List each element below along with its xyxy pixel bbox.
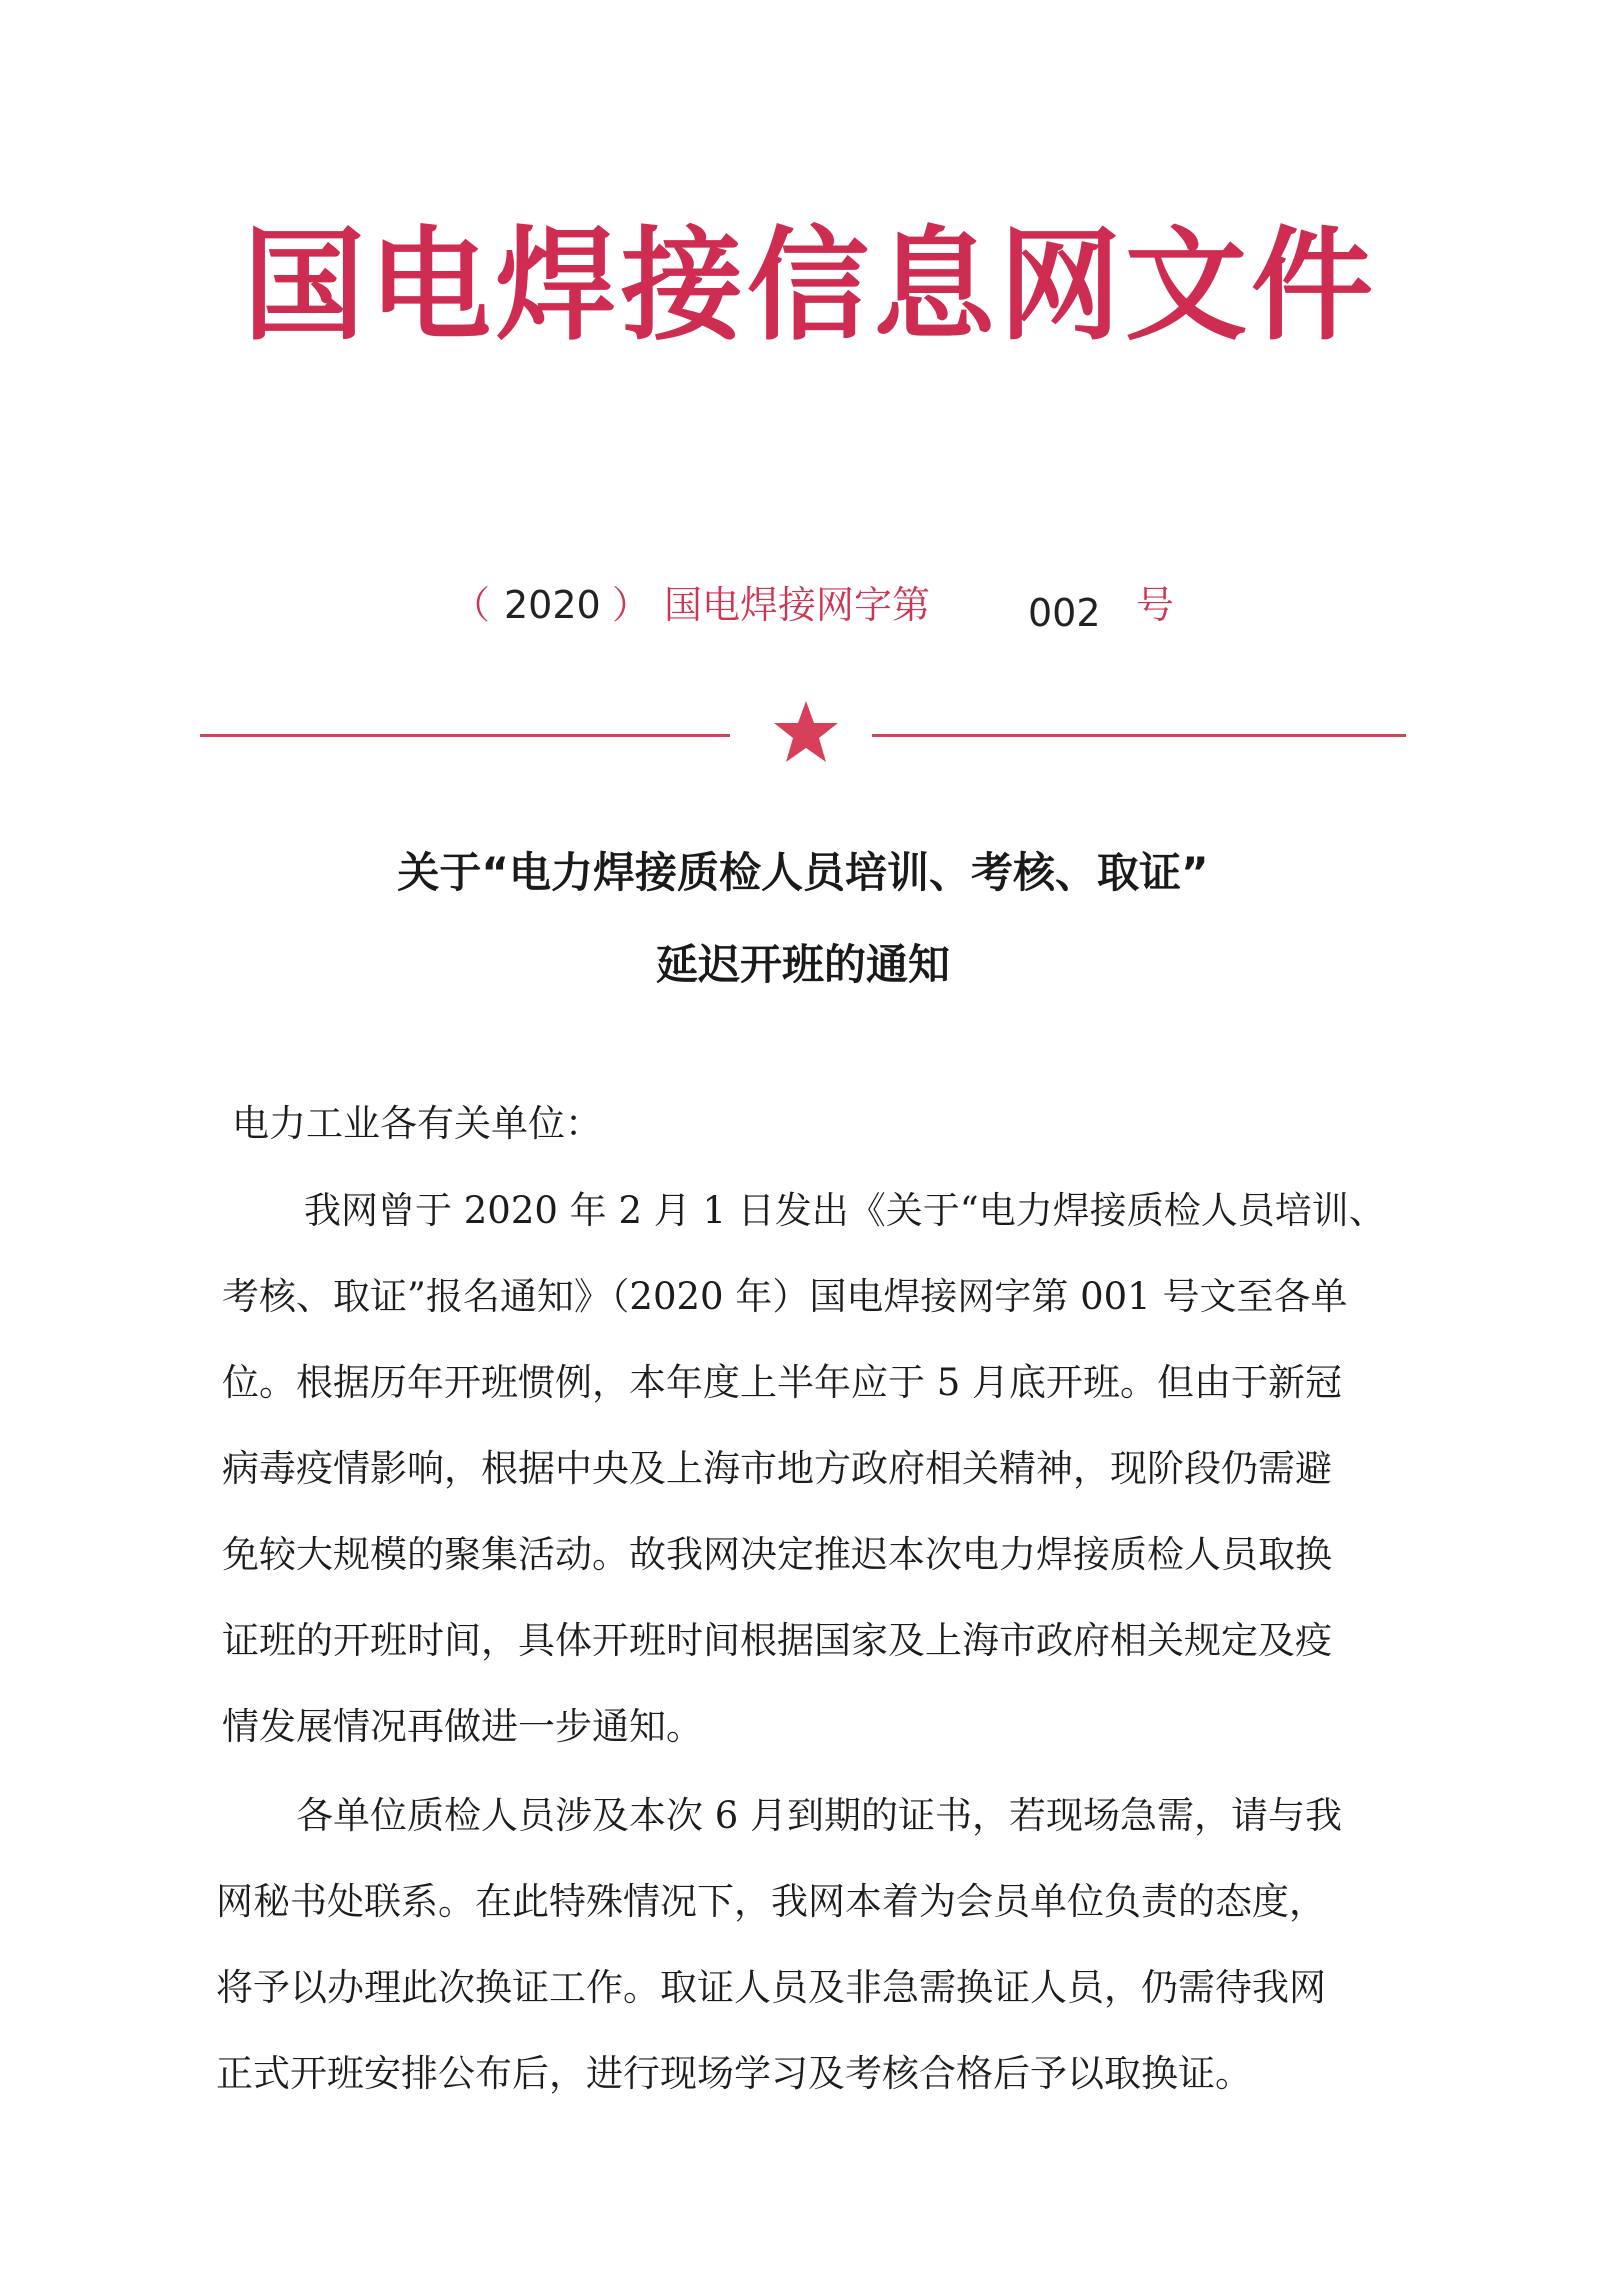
body-line: 我网曾于 2020 年 2 月 1 日发出《关于“电力焊接质检人员培训、 <box>304 1189 1386 1232</box>
document-number <box>0 575 1606 635</box>
body-line: 病毒疫情影响，根据中央及上海市地方政府相关精神，现阶段仍需避 <box>222 1447 1332 1490</box>
body-line: 位。根据历年开班惯例，本年度上半年应于 5 月底开班。但由于新冠 <box>222 1361 1343 1404</box>
salutation: 电力工业各有关单位： <box>232 1102 602 1145</box>
notice-title-line-1: 关于“电力焊接质检人员培训、考核、取证” <box>397 848 1209 897</box>
body-line: 证班的开班时间，具体开班时间根据国家及上海市政府相关规定及疫 <box>222 1619 1332 1662</box>
doc-number-paren-open: （ <box>452 583 491 627</box>
body-line: 正式开班安排公布后，进行现场学习及考核合格后予以取换证。 <box>216 2052 1252 2095</box>
doc-number-paren-close: ） <box>612 583 651 627</box>
divider-right <box>872 734 1406 737</box>
body-line: 各单位质检人员涉及本次 6 月到期的证书，若现场急需，请与我 <box>296 1794 1343 1837</box>
doc-number-suffix: 号 <box>1136 583 1175 627</box>
body-line: 考核、取证”报名通知》（2020 年）国电焊接网字第 001 号文至各单 <box>222 1275 1348 1318</box>
masthead-title: 国电焊接信息网文件 <box>243 213 1377 357</box>
body-line: 情发展情况再做进一步通知。 <box>222 1705 703 1748</box>
divider-left <box>200 734 730 737</box>
doc-number-value: 002 <box>1028 591 1101 635</box>
body-line: 免较大规模的聚集活动。故我网决定推迟本次电力焊接质检人员取换 <box>222 1533 1332 1576</box>
star-icon <box>772 698 840 766</box>
body-line: 将予以办理此次换证工作。取证人员及非急需换证人员，仍需待我网 <box>216 1966 1326 2009</box>
doc-number-year: 2020 <box>504 583 601 627</box>
body-line: 网秘书处联系。在此特殊情况下，我网本着为会员单位负责的态度， <box>216 1880 1326 1923</box>
notice-title-line-2: 延迟开班的通知 <box>655 940 950 989</box>
doc-number-prefix: 国电焊接网字第 <box>664 583 931 627</box>
